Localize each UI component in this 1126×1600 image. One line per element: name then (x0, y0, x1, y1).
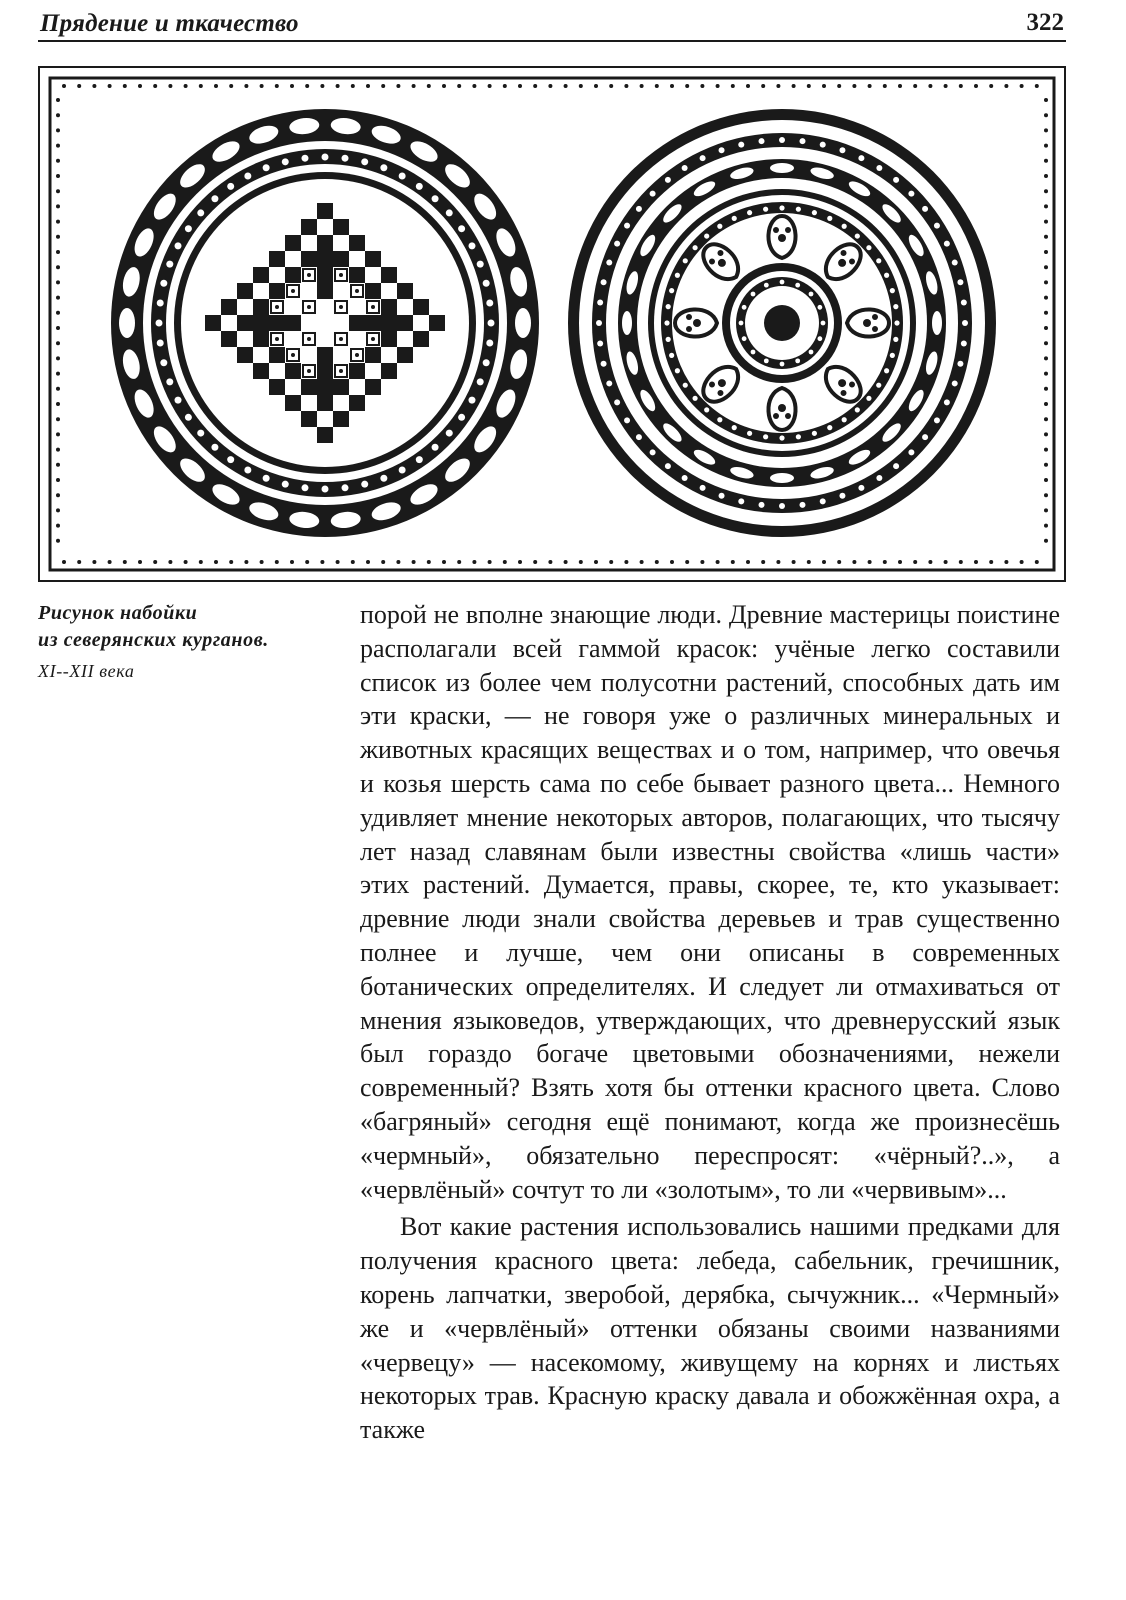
page-header (38, 6, 1066, 42)
ornament-illustration (38, 66, 1066, 582)
printed-fabric-figure (38, 66, 1066, 582)
right-medallion (568, 109, 996, 537)
body-text (360, 598, 1060, 1447)
caption-line-1: Рисунок набойки (38, 602, 198, 624)
page-number: 322 (1026, 9, 1064, 36)
caption-line-2: из северянских курганов. (38, 629, 269, 651)
figure-caption (38, 600, 338, 688)
caption-date: XI--XII века (38, 661, 135, 681)
paragraph-1: порой не вполне знающие люди. Древние мастерицы поистине располагали всей гаммой красок: учёные легко составили список из более чем полусотни растений, способных дать им эти краски, — не говоря уже о различных минеральных и животных красящих веществах и о том, например, что овечья и козья шерсть сама по себе бывает разного цвета... Немного удивляет мнение некоторых авторов, полагающих, что тысячу лет назад славянам были известны свойства «лишь части» этих растений. Думается, правы, скорее, те, кто указывает: древние люди знали свойства деревьев и трав существенно полнее и лучше, чем они описаны в современных ботанических определителях. И следует ли отмахиваться от мнения языковедов, утверждающих, что древнерусский язык был гораздо богаче цветовыми обозначениями, нежели современный? Взять хотя бы оттенки красного цвета. Слово «багряный» сегодня ещё понимают, когда же произнесёшь «чермный», обязательно переспросят: «чёрный?..», а «червлёный» сочтут то ли «золотым», то ли «червивым»... (360, 600, 1060, 1204)
running-title: Прядение и ткачество (40, 10, 299, 37)
paragraph-2: Вот какие растения использовались нашими предками для получения красного цвета: лебеда, сабельник, гречишник, корень лапчатки, зверобой, дерябка, сычужник... «Чермный» же и «червлёный» оттенки обязаны своими названиями «червецу» — насекомому, живущему на корнях и листьях некоторых трав. Красную краску давала и обожжённая охра, а также (360, 1212, 1060, 1445)
left-medallion (111, 109, 539, 537)
